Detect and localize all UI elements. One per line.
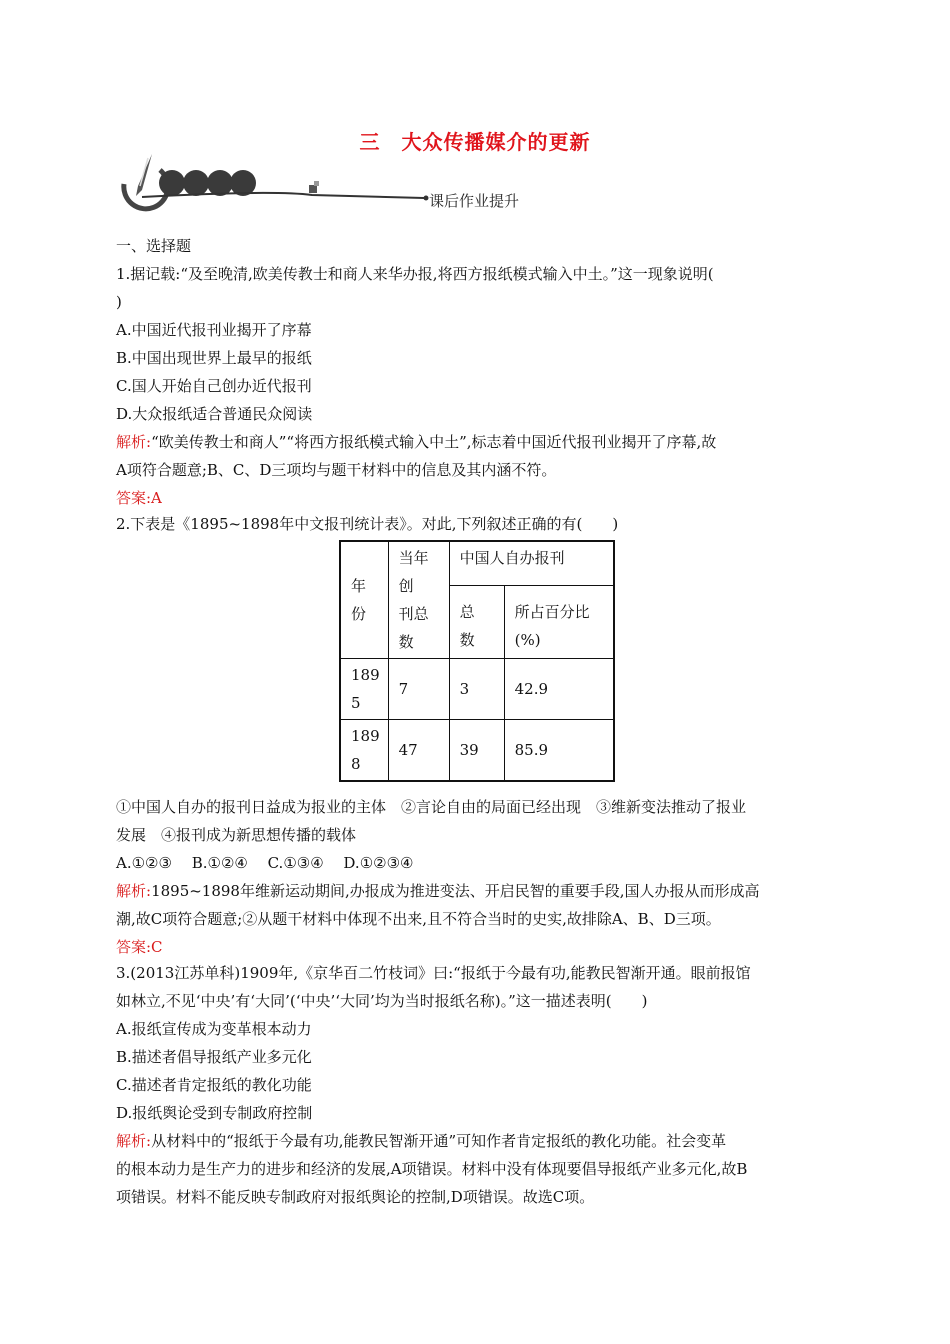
banner-square-icon <box>309 185 317 193</box>
q3-stem-cont: 如林立,不见‘中央’有‘大同’(‘中央’‘大同’均为当时报纸名称)。”这一描述表明( ) <box>116 992 648 1010</box>
header-text: 创 <box>398 577 414 595</box>
cell-year <box>340 720 388 782</box>
cell-count: 39 <box>449 720 504 782</box>
q1-option-a: A.中国近代报刊业揭开了序幕 <box>116 321 312 339</box>
banner-square-icon <box>314 181 319 186</box>
header-text: 总 <box>459 603 475 621</box>
analysis-label: 解析: <box>116 1132 152 1150</box>
q3-option-c: C.描述者肯定报纸的教化功能 <box>116 1076 312 1094</box>
q3-analysis <box>116 1131 836 1151</box>
q3-analysis-cont: 的根本动力是生产力的进步和经济的发展,A项错误。材料中没有体现要倡导报纸产业多元化,故B <box>116 1160 748 1178</box>
banner-label: 课后作业提升 <box>429 192 520 210</box>
header-group: 中国人自办报刊 <box>449 541 614 586</box>
q1-stem: 1.据记载:“及至晚清,欧美传教士和商人来华办报,将西方报纸模式输入中土。”这一现象说明( <box>116 265 714 283</box>
header-total <box>388 541 449 659</box>
q1-option-b: B.中国出现世界上最早的报纸 <box>116 349 312 367</box>
analysis-text: 从材料中的“报纸于今最有功,能教民智渐开通”可知作者肯定报纸的教化功能。社会变革 <box>151 1132 727 1150</box>
q3-stem: 3.(2013江苏单科)1909年,《京华百二竹枝词》曰:“报纸于今最有功,能教民智渐开通。眼前报馆 <box>116 964 751 982</box>
cell-text: 189 <box>351 727 380 745</box>
header-year <box>340 541 388 659</box>
page-title: 三 大众传播媒介的更新 <box>359 130 591 154</box>
cell-pct: 85.9 <box>504 720 614 782</box>
q2-statements-cont: 发展 ④报刊成为新思想传播的载体 <box>116 826 357 844</box>
q1-analysis <box>116 432 836 452</box>
q2-analysis <box>116 881 836 901</box>
table-row <box>340 720 614 782</box>
analysis-label: 解析: <box>116 433 152 451</box>
analysis-label: 解析: <box>116 882 152 900</box>
q2-statements: ①中国人自办的报刊日益成为报业的主体 ②言论自由的局面已经出现 ③维新变法推动了报业 <box>116 798 747 816</box>
table-header-row <box>340 541 614 586</box>
q1-option-d: D.大众报纸适合普通民众阅读 <box>116 405 313 423</box>
banner-dot-icon <box>207 170 233 196</box>
header-text: 当年 <box>398 549 429 567</box>
q2-stem: 2.下表是《1895~1898年中文报刊统计表》。对此,下列叙述正确的有( ) <box>116 515 619 533</box>
analysis-text: 1895~1898年维新运动期间,办报成为推进变法、开启民智的重要手段,国人办报从而形成高 <box>151 882 760 900</box>
header-text: (%) <box>514 631 541 649</box>
q2-answer: 答案:C <box>116 938 163 956</box>
header-text: 所占百分比 <box>514 603 590 621</box>
header-count <box>449 586 504 659</box>
q3-option-a: A.报纸宣传成为变革根本动力 <box>116 1020 312 1038</box>
header-text: 刊总 <box>398 605 429 623</box>
banner-dot-icon <box>159 170 185 196</box>
header-pct <box>504 586 614 659</box>
banner-end-dot-icon <box>424 196 429 201</box>
header-text: 份 <box>351 605 367 623</box>
cell-total: 47 <box>388 720 449 782</box>
q1-option-c: C.国人开始自己创办近代报刊 <box>116 377 312 395</box>
cell-total: 7 <box>388 659 449 720</box>
header-text: 年 <box>351 577 367 595</box>
q3-option-d: D.报纸舆论受到专制政府控制 <box>116 1104 313 1122</box>
table-row <box>340 659 614 720</box>
cell-count: 3 <box>449 659 504 720</box>
header-text: 数 <box>398 633 414 651</box>
q2-analysis-cont: 潮,故C项符合题意;②从题干材料中体现不出来,且不符合当时的史实,故排除A、B、D三项。 <box>116 910 721 928</box>
q1-answer: 答案:A <box>116 489 162 507</box>
q3-analysis-cont2: 项错误。材料不能反映专制政府对报纸舆论的控制,D项错误。故选C项。 <box>116 1188 595 1206</box>
stats-table <box>339 540 615 782</box>
q1-analysis-cont: A项符合题意;B、C、D三项均与题干材料中的信息及其内涵不符。 <box>116 461 557 479</box>
section-heading: 一、选择题 <box>116 237 192 255</box>
cell-text: 8 <box>351 755 361 773</box>
banner-dot-icon <box>183 170 209 196</box>
cell-text: 5 <box>351 694 361 712</box>
header-text: 数 <box>459 631 475 649</box>
q1-stem-cont: ) <box>116 293 122 311</box>
cell-text: 189 <box>351 666 380 684</box>
q3-option-b: B.描述者倡导报纸产业多元化 <box>116 1048 312 1066</box>
cell-year <box>340 659 388 720</box>
analysis-text: “欧美传教士和商人”“将西方报纸模式输入中土”,标志着中国近代报刊业揭开了序幕,故 <box>151 433 717 451</box>
cell-pct: 42.9 <box>504 659 614 720</box>
q2-options: A.①②③ B.①②④ C.①③④ D.①②③④ <box>116 854 414 872</box>
